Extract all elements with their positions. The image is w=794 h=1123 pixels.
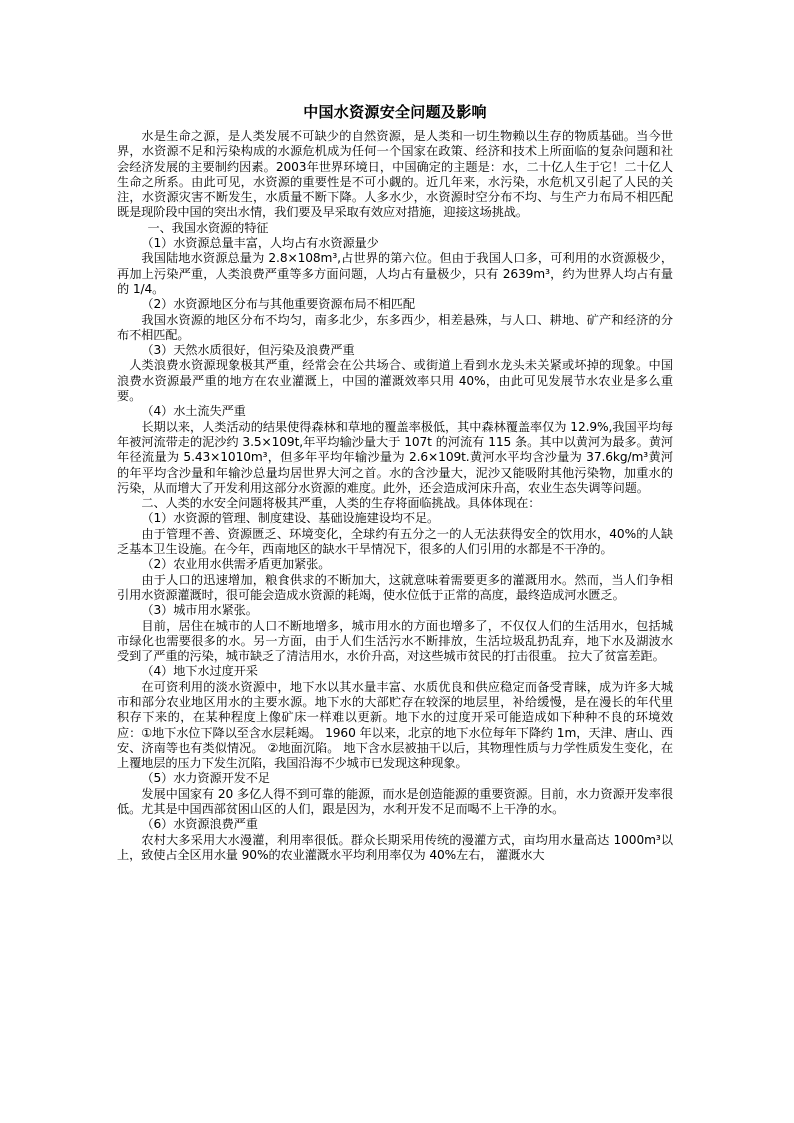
body-paragraph: （4）地下水过度开采	[141, 664, 258, 679]
body-paragraph: （2）水资源地区分布与其他重要资源布局不相匹配	[141, 297, 415, 312]
body-paragraph: （4）水土流失严重	[141, 404, 246, 419]
body-paragraph: （5）水力资源开发不足	[141, 771, 270, 786]
body-paragraph: （1）水资源的管理、制度建设、基础设施建设均不足。	[141, 511, 440, 526]
body-paragraph: 二、人类的水安全问题将极其严重，人类的生存将面临挑战。具体体现在：	[141, 496, 541, 511]
paragraph-list	[117, 129, 673, 863]
body-paragraph: 目前，居住在城市的人口不断地增多，城市用水的方面也增多了，不仅仅人们的生活用水，包括城市绿化也需要很多的水。另一方面，由于人们生活污水不断排放，生活垃圾乱扔乱弃，地下水及湖波水受到了严重的污染，城市缺乏了清洁用水，水价升高，对这些城市贫民的打击很重。 拉大了贫富差距。	[117, 618, 673, 664]
body-paragraph: 长期以来，人类活动的结果使得森林和草地的覆盖率极低，其中森林覆盖率仅为 12.9%,我国平均每年被河流带走的泥沙约 3.5×109t,年平均输沙量大于 107t 的河流有 115 条。其中以黄河为最多。黄河年径流量为 5.43×1010m³，但多年平均年输沙量为 2.6×109t.黄河水平均含沙量为 37.6kg/m³黄河的年平均含沙量和年输沙总量均居世界大河之首。水的含沙量大，泥沙又能吸附其他污染物，加重水的污染，从而增大了开发利用这部分水资源的难度。此外，还会造成河床升高，农业生态失调等问题。	[117, 419, 673, 495]
body-paragraph: （6）水资源浪费严重	[141, 817, 258, 832]
body-paragraph: 人类浪费水资源现象极其严重，经常会在公共场合、或街道上看到水龙头未关紧或坏掉的现象。中国浪费水资源最严重的地方在农业灌溉上，中国的灌溉效率只用 40%，由此可见发展节水农业是多么重要。	[117, 358, 673, 404]
body-paragraph: 发展中国家有 20 多亿人得不到可靠的能源，而水是创造能源的重要资源。目前，水力资源开发率很低。尤其是中国西部贫困山区的人们，跟是因为，水利开发不足而喝不上干净的水。	[117, 786, 673, 817]
body-paragraph: 由于管理不善、资源匮乏、环境变化，全球约有五分之一的人无法获得安全的饮用水，40%的人缺乏基本卫生设施。在今年，西南地区的缺水干旱情况下，很多的人们引用的水都是不干净的。	[117, 526, 673, 557]
body-paragraph: 农村大多采用大水漫灌，利用率很低。群众长期采用传统的漫灌方式，亩均用水量高达 1000m³以上，致使占全区用水量 90%的农业灌溉水平均利用率仅为 40%左右， 灌溉水大	[117, 832, 673, 862]
body-paragraph: （2）农业用水供需矛盾更加紧张。	[141, 557, 331, 572]
body-paragraph: 水是生命之源，是人类发展不可缺少的自然资源，是人类和一切生物赖以生存的物质基础。当今世界，水资源不足和污染构成的水源危机成为任何一个国家在政策、经济和技术上所面临的复杂问题和社会经济发展的主要制约因素。2003年世界环境日，中国确定的主题是：水，二十亿人生于它！二十亿人生命之所系。由此可见，水资源的重要性是不可小觑的。近几年来，水污染，水危机又引起了人民的关注，水资源灾害不断发生，水质量不断下降。人多水少，水资源时空分布不均、与生产力布局不相匹配既是现阶段中国的突出水情，我们要及早采取有效应对措施，迎接这场挑战。	[117, 129, 673, 220]
body-paragraph: 在可资利用的淡水资源中，地下水以其水量丰富、水质优良和供应稳定而备受青睐，成为许多大城市和部分农业地区用水的主要水源。地下水的大部贮存在较深的地层里，补给缓慢，是在漫长的年代里积存下来的，在某种程度上像矿床一样难以更新。地下水的过度开采可能造成如下种种不良的环境效应：①地下水位下降以至含水层耗竭。 1960 年以来，北京的地下水位每年下降约 1m，天津、唐山、西安、济南等也有类似情况。 ②地面沉陷。 地下含水层被抽干以后，其物理性质与力学性质发生变化，在上覆地层的压力下发生沉陷，我国沿海不少城市已发现这种现象。	[117, 679, 673, 771]
body-paragraph: 我国陆地水资源总量为 2.8×108m³,占世界的第六位。但由于我国人口多，可利用的水资源极少，再加上污染严重，人类浪费严重等多方面问题，人均占有量极少，只有 2639m³，约为世界人均占有量的 1/4。	[117, 251, 673, 296]
document-body	[117, 102, 673, 863]
body-paragraph: 我国水资源的地区分布不均匀，南多北少，东多西少，相差悬殊，与人口、耕地、矿产和经济的分布不相匹配。	[117, 312, 673, 342]
body-paragraph: （1）水资源总量丰富，人均占有水资源量少	[141, 236, 379, 251]
body-paragraph: （3）天然水质很好，但污染及浪费严重	[141, 343, 355, 358]
document-title: 中国水资源安全问题及影响	[303, 103, 487, 121]
body-paragraph: （3）城市用水紧张。	[141, 603, 258, 618]
body-paragraph: 一、我国水资源的特征	[147, 220, 269, 235]
body-paragraph: 由于人口的迅速增加，粮食供求的不断加大，这就意味着需要更多的灌溉用水。然而，当人们争相引用水资源灌溉时，很可能会造成水资源的耗竭，使水位低于正常的高度，最终造成河水匮乏。	[117, 572, 673, 602]
